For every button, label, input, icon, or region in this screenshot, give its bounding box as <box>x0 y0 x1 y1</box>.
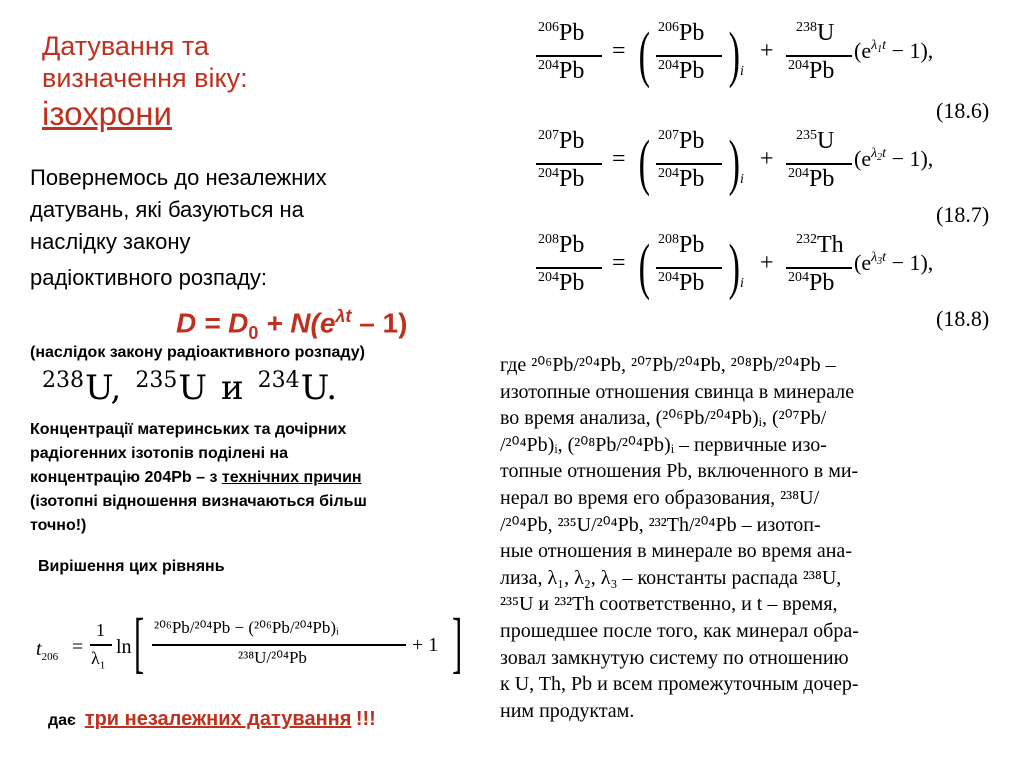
plus-sign: + <box>760 250 774 276</box>
ru-line-8: ные отношения в минерале во время ана- <box>500 540 852 563</box>
initial-subscript: i <box>740 276 744 291</box>
ru-line-4: /²⁰⁴Pb)ᵢ, (²⁰⁸Pb/²⁰⁴Pb)ᵢ – первичные изо- <box>500 433 827 456</box>
exp-t: t <box>882 250 887 265</box>
parent-numerator <box>796 20 834 47</box>
lhs-num-element: Pb <box>559 20 585 46</box>
ru-line-14: ним продуктам. <box>500 699 635 722</box>
formula-numerator: ²⁰⁶Pb/²⁰⁴Pb − (²⁰⁶Pb/²⁰⁴Pb)ᵢ <box>154 618 339 637</box>
lhs-numerator <box>538 232 584 259</box>
ru-line-13: к U, Th, Pb и всем промежуточным дочер- <box>500 673 859 696</box>
exp-t: t <box>882 38 887 53</box>
equation-number: (18.8) <box>936 306 990 331</box>
initial-fraction-bar <box>656 163 722 165</box>
lhs-numerator <box>538 128 584 155</box>
ru-line-6: нерал во время его образования, ²³⁸U/ <box>500 486 820 509</box>
parent-den-element: Pb <box>809 58 835 84</box>
exp-lambda: λ <box>871 146 878 161</box>
init-den-element: Pb <box>679 270 705 296</box>
law-sub-0: 0 <box>248 322 259 343</box>
parent-fraction-bar <box>786 55 852 57</box>
exp-lambda: λ <box>871 250 878 265</box>
exp-tail: − 1), <box>886 250 934 275</box>
formula-bracket-left: [ <box>134 604 145 680</box>
exclamation: !!! <box>355 708 376 730</box>
lhs-denominator <box>538 58 584 85</box>
lhs-fraction-bar <box>536 267 602 269</box>
init-den-mass: 204 <box>658 270 679 285</box>
law-exponent: λt <box>335 306 352 326</box>
paren-left: ( <box>638 233 651 301</box>
parent-den-element: Pb <box>809 270 835 296</box>
title-line-3: ізохрони <box>42 95 172 132</box>
lhs-denominator <box>538 270 584 297</box>
exp-tail: − 1), <box>886 146 934 171</box>
law-note: (наслідок закону радіоактивного розпаду) <box>30 344 365 361</box>
init-num-element: Pb <box>679 128 705 154</box>
ru-line-7: /²⁰⁴Pb, ²³⁵U/²⁰⁴Pb, ²³²Th/²⁰⁴Pb – изотоп- <box>500 513 821 536</box>
lhs-den-mass: 204 <box>538 270 559 285</box>
parent-den-element: Pb <box>809 166 835 192</box>
intro-line-3: наслідку закону <box>30 229 191 254</box>
ru-line-5: топные отношения Pb, включенного в ми- <box>500 460 859 483</box>
parent-mass: 238 <box>796 20 817 35</box>
lhs-num-mass: 207 <box>538 128 559 143</box>
lhs-fraction-bar <box>536 163 602 165</box>
parent-element: U <box>817 128 835 154</box>
parent-numerator <box>796 128 834 155</box>
exp-tail: − 1), <box>886 38 934 63</box>
formula-plus-one: + 1 <box>412 634 439 656</box>
exp-lambda-sub: 2 <box>877 152 883 163</box>
parent-element: Th <box>817 232 844 258</box>
conc-line-4: (ізотопні відношення визначаються більш <box>30 493 367 510</box>
title-line-1: Датування та <box>42 31 209 61</box>
equation-number: (18.6) <box>936 98 990 123</box>
lhs-denominator <box>538 166 584 193</box>
slide-title <box>42 30 372 132</box>
uranium-isotopes <box>42 368 337 408</box>
formula-one: 1 <box>96 620 105 640</box>
concentration-text <box>30 418 460 538</box>
gives-word: дає <box>48 712 76 729</box>
initial-subscript: i <box>740 172 744 187</box>
lhs-num-mass: 208 <box>538 232 559 247</box>
parent-numerator <box>796 232 844 259</box>
parent-den-mass: 204 <box>788 58 809 73</box>
intro-line-2: датувань, які базуються на <box>30 197 304 222</box>
formula-denominator: ²³⁸U/²⁰⁴Pb <box>238 648 307 667</box>
lhs-numerator <box>538 20 584 47</box>
parent-mass: 232 <box>796 232 817 247</box>
paren-left: ( <box>638 129 651 197</box>
formula-t-sub: 206 <box>41 651 59 663</box>
ru-line-9: лиза, λ₁, λ₂, λ₃ – константы распада ²³⁸U, <box>500 566 842 589</box>
lhs-den-element: Pb <box>559 166 585 192</box>
conc-line-1: Концентрації материнських та дочірних <box>30 421 347 438</box>
lhs-den-mass: 204 <box>538 166 559 181</box>
equals-sign: = <box>612 146 626 172</box>
init-num-mass: 208 <box>658 232 679 247</box>
equation-2 <box>528 128 998 200</box>
initial-denominator <box>658 166 704 193</box>
lhs-den-mass: 204 <box>538 58 559 73</box>
initial-denominator <box>658 270 704 297</box>
initial-denominator <box>658 58 704 85</box>
parent-fraction-bar <box>786 267 852 269</box>
paren-left: ( <box>638 21 651 89</box>
ru-line-1: где ²⁰⁶Pb/²⁰⁴Pb, ²⁰⁷Pb/²⁰⁴Pb, ²⁰⁸Pb/²⁰⁴Pb – <box>500 354 836 376</box>
formula-lambda <box>91 648 105 672</box>
lhs-num-element: Pb <box>559 128 585 154</box>
formula-bar-2 <box>152 644 406 646</box>
lhs-num-mass: 206 <box>538 20 559 35</box>
parent-den-mass: 204 <box>788 270 809 285</box>
exp-lambda-sub: 3 <box>877 256 883 267</box>
technical-reasons-text: технічних причин <box>221 469 362 486</box>
lhs-fraction-bar <box>536 55 602 57</box>
plus-sign: + <box>760 38 774 64</box>
init-den-element: Pb <box>679 166 705 192</box>
ru-line-12: зовал замкнутую систему по отношению <box>500 646 849 669</box>
conc-line-5: точно!) <box>30 517 87 534</box>
initial-fraction-bar <box>656 267 722 269</box>
parent-denominator <box>788 166 834 193</box>
equals-sign: = <box>612 250 626 276</box>
parent-mass: 235 <box>796 128 817 143</box>
law-part-c: – 1) <box>351 307 408 339</box>
paren-right: ) <box>728 129 741 197</box>
initial-numerator <box>658 232 704 259</box>
ru-line-10: ²³⁵U и ²³²Th соответственно, и t – время, <box>500 593 838 616</box>
lhs-den-element: Pb <box>559 270 585 296</box>
intro-line-1: Повернемось до незалежних <box>30 165 327 190</box>
formula-bar-1 <box>90 644 112 646</box>
isotope-u-3: U. <box>300 368 338 408</box>
init-den-mass: 204 <box>658 166 679 181</box>
equation-3 <box>528 232 998 304</box>
initial-numerator <box>658 128 704 155</box>
initial-numerator <box>658 20 704 47</box>
formula-ln: ln <box>116 636 132 658</box>
ru-line-11: прошедшее после того, как минерал обра- <box>500 619 859 642</box>
plus-sign: + <box>760 146 774 172</box>
paren-right: ) <box>728 21 741 89</box>
parent-fraction-bar <box>786 163 852 165</box>
init-num-element: Pb <box>679 232 705 258</box>
parent-denominator <box>788 58 834 85</box>
intro-line-4: радіоктивного розпаду: <box>30 265 268 290</box>
intro-text <box>30 162 460 294</box>
init-den-mass: 204 <box>658 58 679 73</box>
exp-open: (e <box>854 38 872 63</box>
conc-line-3a: концентрацію 204Pb – з <box>30 469 222 486</box>
exp-lambda: λ <box>871 38 878 53</box>
isotope-u-2: U <box>178 368 207 408</box>
exponential-term <box>854 38 933 64</box>
equation-1 <box>528 20 998 92</box>
formula-equals: = <box>72 636 84 658</box>
equation-number: (18.7) <box>936 202 990 227</box>
exponential-term <box>854 146 933 172</box>
formula-bracket-right: ] <box>452 604 463 680</box>
isotope-conjunction: и <box>221 368 244 408</box>
law-part-b: + N(e <box>258 307 336 339</box>
decay-law-formula <box>176 306 407 344</box>
init-num-mass: 207 <box>658 128 679 143</box>
initial-subscript: i <box>740 64 744 79</box>
isotope-u-1: U, <box>85 368 122 408</box>
parent-element: U <box>817 20 835 46</box>
law-part-a: D = D <box>176 307 249 339</box>
three-datings-highlight: три незалежних датування <box>84 708 352 730</box>
exp-open: (e <box>854 146 872 171</box>
russian-explanation <box>500 352 996 724</box>
solving-label: Вирішення цих рівнянь <box>38 558 225 575</box>
exponential-term <box>854 250 933 276</box>
parent-den-mass: 204 <box>788 166 809 181</box>
lhs-den-element: Pb <box>559 58 585 84</box>
exp-power <box>871 250 886 265</box>
ru-line-3: во время анализа, (²⁰⁶Pb/²⁰⁴Pb)ᵢ, (²⁰⁷Pb/ <box>500 407 827 430</box>
exp-power <box>871 146 886 161</box>
lhs-num-element: Pb <box>559 232 585 258</box>
init-num-mass: 206 <box>658 20 679 35</box>
init-num-element: Pb <box>679 20 705 46</box>
exp-open: (e <box>854 250 872 275</box>
exp-power <box>871 38 886 53</box>
age-formula <box>34 604 463 684</box>
formula-lhs <box>36 638 58 663</box>
conc-line-2: радіогенних ізотопів поділені на <box>30 445 289 462</box>
isotope-mass-235: 235 <box>135 368 178 393</box>
gives-line <box>48 708 376 731</box>
parent-denominator <box>788 270 834 297</box>
exp-t: t <box>882 146 887 161</box>
equals-sign: = <box>612 38 626 64</box>
isotope-mass-234: 234 <box>257 368 300 393</box>
init-den-element: Pb <box>679 58 705 84</box>
ru-line-2: изотопные отношения свинца в минерале <box>500 380 855 403</box>
conc-line-3 <box>30 466 460 490</box>
title-line-2: визначення віку: <box>42 63 248 93</box>
paren-right: ) <box>728 233 741 301</box>
isotope-mass-238: 238 <box>42 368 84 393</box>
formula-lambda-sub: 1 <box>99 659 106 672</box>
formula-lambda-symbol: λ <box>91 648 100 668</box>
initial-fraction-bar <box>656 55 722 57</box>
exp-lambda-sub: 1 <box>877 44 883 55</box>
formula-t: t <box>36 638 42 660</box>
